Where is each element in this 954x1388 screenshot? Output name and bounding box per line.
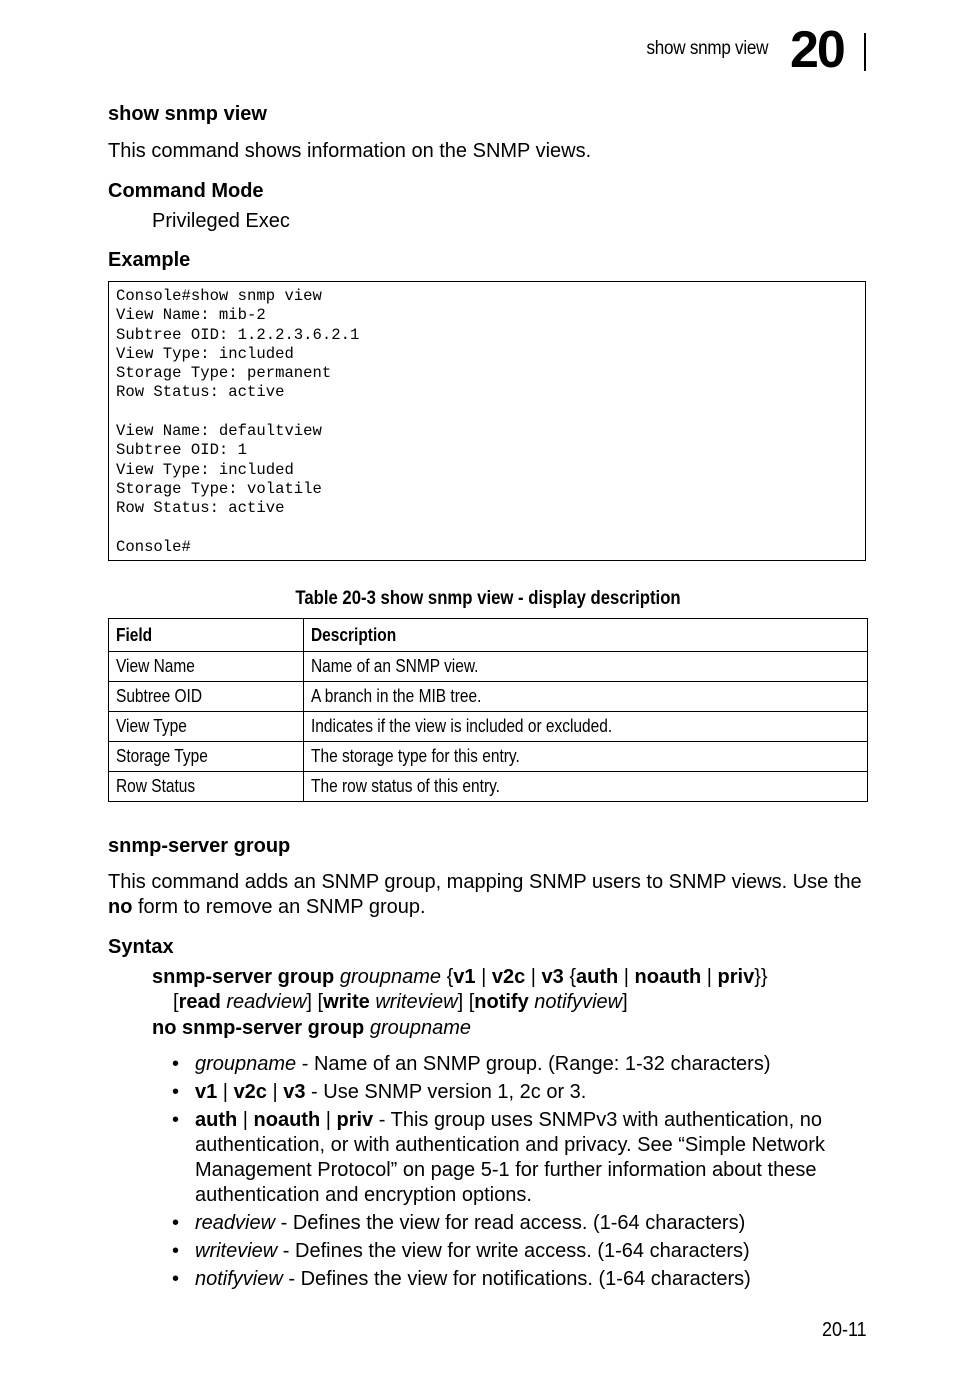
table-cell: Indicates if the view is included or excluded.	[304, 712, 868, 742]
table-cell: Row Status	[109, 772, 304, 802]
table-cell: View Type	[109, 712, 304, 742]
command-mode-heading: Command Mode	[108, 180, 264, 202]
syntax-no-form: no snmp-server group groupname	[152, 1017, 472, 1039]
page-number: 20-11	[822, 1319, 867, 1341]
table-cell: Name of an SNMP view.	[304, 652, 868, 682]
section-description: This command adds an SNMP group, mapping SNMP users to SNMP views. Use the no form to remove an SNMP group.	[108, 871, 862, 918]
list-item: • v1 | v2c | v3 - Use SNMP version 1, 2c or 3.	[152, 1080, 852, 1105]
table-row	[109, 652, 868, 682]
parameter-list	[152, 1052, 852, 1295]
section-title: show snmp view	[108, 103, 267, 125]
table-cell: A branch in the MIB tree.	[304, 682, 868, 712]
running-header-title: show snmp view	[646, 38, 768, 59]
display-description-table	[108, 618, 868, 802]
example-code-block: Console#show snmp view View Name: mib-2 Subtree OID: 1.2.2.3.6.2.1 View Type: included Storage Type: permanent Row Status: active View Name: defaultview Subtree OID: 1 View Type: included Storage Type: volatile Row Status: active Console#	[108, 281, 866, 561]
table-cell: Storage Type	[109, 742, 304, 772]
list-item: • readview - Defines the view for read access. (1-64 characters)	[152, 1211, 852, 1236]
syntax-line-1: snmp-server group groupname {v1 | v2c | v3 {auth | noauth | priv}}	[152, 966, 768, 988]
list-item: • notifyview - Defines the view for notifications. (1-64 characters)	[152, 1267, 852, 1292]
table-row	[109, 772, 868, 802]
table-header-cell: Field	[109, 619, 304, 652]
header-rule	[864, 33, 866, 71]
section-title: snmp-server group	[108, 835, 291, 857]
table-cell: Subtree OID	[109, 682, 304, 712]
table-cell: View Name	[109, 652, 304, 682]
table-header-row	[109, 619, 868, 652]
chapter-number: 20	[790, 21, 844, 79]
table-header-cell: Description	[304, 619, 868, 652]
table-row	[109, 682, 868, 712]
list-item: • groupname - Name of an SNMP group. (Range: 1-32 characters)	[152, 1052, 852, 1077]
table-row	[109, 742, 868, 772]
table-cell: The row status of this entry.	[304, 772, 868, 802]
command-mode-value: Privileged Exec	[152, 210, 290, 232]
list-item: • writeview - Defines the view for write access. (1-64 characters)	[152, 1239, 852, 1264]
table-row	[109, 712, 868, 742]
table-cell: The storage type for this entry.	[304, 742, 868, 772]
syntax-line-2: [read readview] [write writeview] [notify notifyview]	[173, 991, 628, 1013]
example-heading: Example	[108, 249, 191, 271]
table-caption: Table 20-3 show snmp view - display description	[295, 588, 681, 609]
list-item: • auth | noauth | priv - This group uses SNMPv3 with authentication, no authentication, or with authentication and privacy. See “Simple Network Management Protocol” on page 5-1 for further information about these authentication and encryption options.	[152, 1108, 852, 1208]
section-description: This command shows information on the SNMP views.	[108, 140, 592, 162]
syntax-heading: Syntax	[108, 936, 174, 958]
